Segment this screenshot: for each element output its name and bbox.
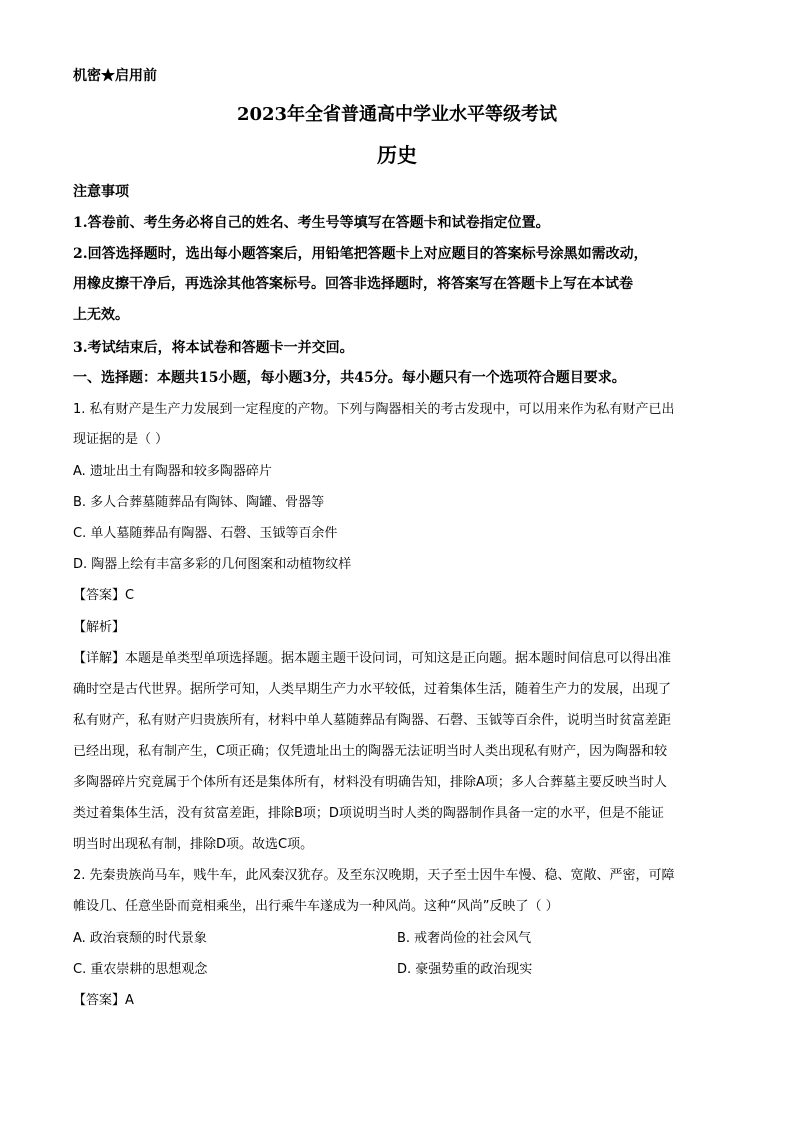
secret-mark: 机密★启用前: [73, 68, 157, 84]
explanation-line: 明当时出现私有制，排除D项。故选C项。: [73, 837, 314, 852]
section-heading: 一、选择题：本题共15小题，每小题3分，共45分。每小题只有一个选项符合题目要求。: [73, 370, 626, 386]
option-a: A. 政治衰颓的时代景象: [73, 931, 207, 946]
option-d: D. 豪强势重的政治现实: [397, 962, 533, 977]
exam-title: 2023年全省普通高中学业水平等级考试: [236, 104, 558, 125]
question-stem: 1. 私有财产是生产力发展到一定程度的产物。下列与陶器相关的考古发现中，可以用来作为私有财产已出: [73, 402, 675, 417]
option-b: B. 多人合葬墓随葬品有陶钵、陶罐、骨器等: [73, 495, 325, 510]
explanation-line: 已经出现，私有制产生，C项正确；仅凭遗址出土的陶器无法证明当时人类出现私有财产，因为陶器和较: [73, 744, 668, 759]
question-stem: 2. 先秦贵族尚马车，贱牛车，此风秦汉犹存。及至东汉晚期，天子至士因牛车慢、稳、宽敞、严密，可障: [73, 868, 675, 883]
question-stem: 现证据的是（ ）: [73, 432, 169, 447]
explanation-line: 【详解】本题是单类型单项选择题。据本题主题干设问词，可知这是正向题。据本题时间信息可以得出准: [73, 651, 672, 666]
explanation-line: 类过着集体生活，没有贫富差距，排除B项；D项说明当时人类的陶器制作具备一定的水平，但是不能证: [73, 806, 664, 821]
subject-title: 历史: [377, 143, 417, 167]
option-b: B. 戒奢尚俭的社会风气: [397, 931, 532, 946]
notice-item: 用橡皮擦干净后，再选涂其他答案标号。回答非选择题时，将答案写在答题卡上写在本试卷: [73, 276, 633, 292]
explanation-line: 私有财产，私有财产归贵族所有，材料中单人墓随葬品有陶器、石磬、玉钺等百余件，说明当时贫富差距: [73, 713, 672, 728]
option-a: A. 遗址出土有陶器和较多陶器碎片: [73, 464, 272, 479]
option-c: C. 单人墓随葬品有陶器、石磬、玉钺等百余件: [73, 526, 338, 541]
explanation-line: 确时空是古代世界。据所学可知，人类早期生产力水平较低，过着集体生活，随着生产力的发展，出现了: [73, 682, 672, 697]
notice-item: 1.答卷前、考生务必将自己的姓名、考生号等填写在答题卡和试卷指定位置。: [73, 215, 550, 231]
notice-item: 上无效。: [73, 307, 129, 323]
answer-label: 【答案】C: [73, 588, 135, 603]
option-c: C. 重农崇耕的思想观念: [73, 962, 208, 977]
notice-heading: 注意事项: [73, 184, 129, 200]
analysis-label: 【解析】: [73, 620, 126, 635]
notice-item: 2.回答选择题时，选出每小题答案后，用铅笔把答题卡上对应题目的答案标号涂黑如需改动，: [73, 246, 648, 262]
option-d: D. 陶器上绘有丰富多彩的几何图案和动植物纹样: [73, 557, 352, 572]
answer-label: 【答案】A: [73, 993, 134, 1008]
explanation-line: 多陶器碎片究竟属于个体所有还是集体所有，材料没有明确告知，排除A项；多人合葬墓主要反映当时人: [73, 775, 667, 790]
question-stem: 帷设几、任意坐卧而竟相乘坐，出行乘牛车遂成为一种风尚。这种“风尚”反映了（ ）: [73, 899, 559, 914]
notice-item: 3.考试结束后，将本试卷和答题卡一并交回。: [73, 340, 354, 356]
